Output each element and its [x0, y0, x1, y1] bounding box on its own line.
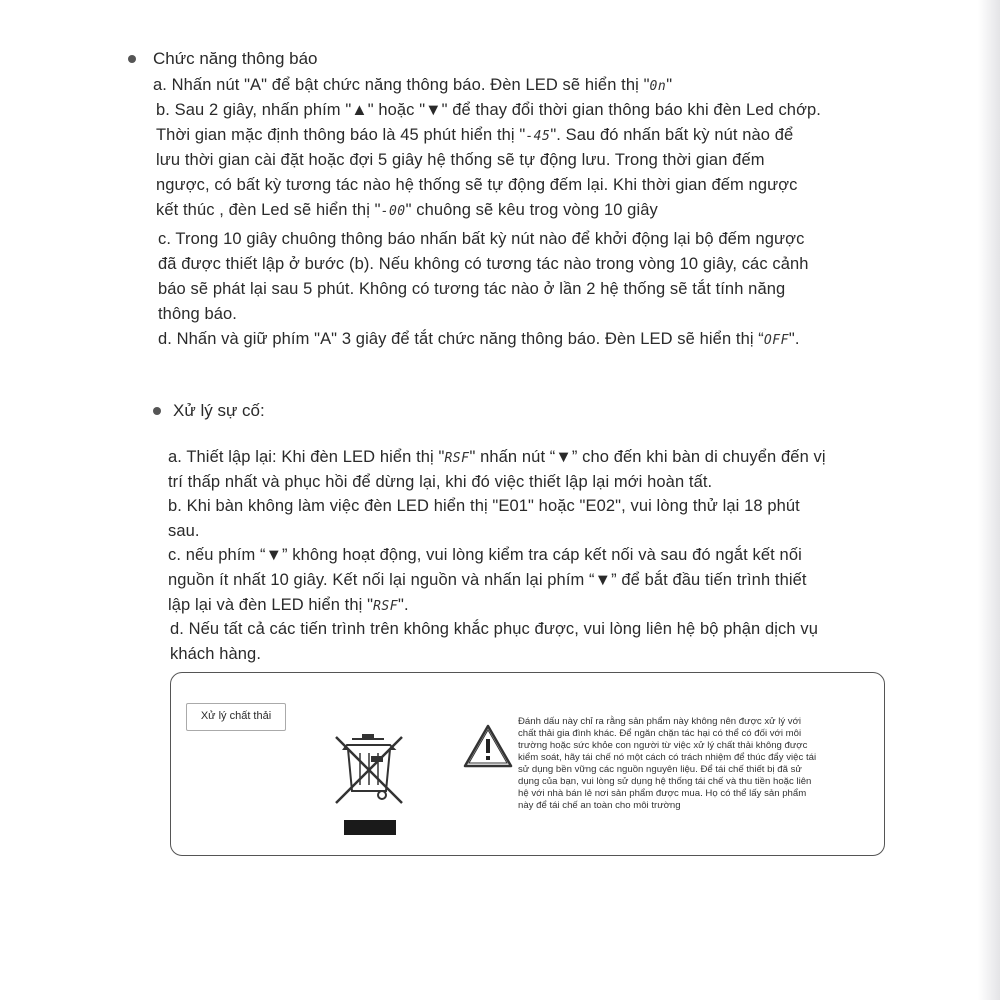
notify-line-c1: c. Trong 10 giây chuông thông báo nhấn bất kỳ nút nào để khởi động lại bộ đếm ngược [158, 230, 805, 248]
waste-notice-line: Đánh dấu này chỉ ra rằng sản phẩm này không nên được xử lý với [518, 716, 802, 727]
waste-notice-line: hệ với nhà bán lẻ nơi sản phẩm được mua. Họ có thể lấy sản phẩm [518, 788, 807, 799]
trouble-line-b1: b. Khi bàn không làm việc đèn LED hiển thị "E01" hoặc "E02", vui lòng thử lại 18 phút [168, 497, 800, 515]
notify-line-b2: Thời gian mặc định thông báo là 45 phút hiển thị "-45". Sau đó nhấn bất kỳ nút nào để [156, 126, 794, 144]
bullet-icon [128, 55, 136, 63]
trouble-line-d1: d. Nếu tất cả các tiến trình trên không khắc phục được, vui lòng liên hệ bộ phận dịch vụ [170, 620, 818, 638]
notify-line-d: d. Nhấn và giữ phím "A" 3 giây để tắt chức năng thông báo. Đèn LED sẽ hiển thị “OFF". [158, 330, 800, 348]
led-display-text: -45 [525, 129, 551, 144]
waste-notice-line: sử dụng bền vững các nguồn nguyên liệu. Để tái chế thiết bị đã sử [518, 764, 802, 775]
waste-notice-line: trường hoặc sức khỏe con người từ việc xử lý chất thải không được [518, 740, 808, 751]
trouble-line-a1: a. Thiết lập lại: Khi đèn LED hiển thị "RSF" nhấn nút “▼” cho đến khi bàn di chuyển đến vị [168, 448, 826, 466]
notify-line-c3: báo sẽ phát lại sau 5 phút. Không có tương tác nào ở lần 2 hệ thống sẽ tắt tính năng [158, 280, 786, 298]
trouble-line-a2: trí thấp nhất và phục hồi để dừng lại, khi đó việc thiết lập lại mới hoàn tất. [168, 473, 713, 491]
waste-notice-line: này để tái chế an toàn cho môi trường [518, 800, 681, 811]
notify-line-b3: lưu thời gian cài đặt hoặc đợi 5 giây hệ thống sẽ tự động lưu. Trong thời gian đếm [156, 151, 765, 169]
section-title-notification: Chức năng thông báo [153, 49, 318, 68]
notify-line-b4: ngược, có bất kỳ tương tác nào hệ thống sẽ tự động đếm lại. Khi thời gian đếm ngược [156, 176, 798, 194]
warning-triangle-icon [463, 724, 513, 768]
notify-line-b1: b. Sau 2 giây, nhấn phím "▲" hoặc "▼" để thay đổi thời gian thông báo khi đèn Led chớp. [156, 101, 821, 119]
waste-notice-line: chất thải gia đình khác. Để ngăn chặn tác hại có thể có đối với môi [518, 728, 802, 739]
waste-notice-line: dụng của bạn, vui lòng sử dụng hệ thống tái chế và thu tiền hoặc liên [518, 776, 812, 787]
bullet-icon [153, 407, 161, 415]
trouble-line-c2: nguồn ít nhất 10 giây. Kết nối lại nguồn và nhấn lại phím “▼” để bắt đầu tiến trình thiết [168, 571, 807, 589]
trouble-line-b2: sau. [168, 522, 200, 540]
crossed-out-wheelie-bin-icon [332, 733, 406, 837]
trouble-line-d2: khách hàng. [170, 645, 262, 663]
notify-line-c4: thông báo. [158, 305, 237, 323]
led-display-text: 0n [649, 79, 667, 94]
led-display-text: RSF [373, 599, 399, 614]
waste-disposal-label: Xử lý chất thải [186, 703, 286, 731]
section-title-troubleshooting: Xử lý sự cố: [173, 401, 265, 420]
led-display-text: OFF [763, 333, 789, 348]
waste-notice-line: kiểm soát, hãy tái chế nó một cách có trách nhiệm để thúc đẩy việc tái [518, 752, 817, 763]
notify-line-b5: kết thúc , đèn Led sẽ hiển thị "-00" chuông sẽ kêu trog vòng 10 giây [156, 201, 658, 219]
page-edge-shadow [978, 0, 1000, 1000]
trouble-line-c1: c. nếu phím “▼” không hoạt động, vui lòng kiểm tra cáp kết nối và sau đó ngắt kết nối [168, 546, 802, 564]
notify-line-a: a. Nhấn nút "A" để bật chức năng thông báo. Đèn LED sẽ hiển thị "0n" [153, 76, 673, 94]
notify-line-c2: đã được thiết lập ở bước (b). Nếu không có tương tác nào trong vòng 10 giây, các cảnh [158, 255, 809, 273]
trouble-line-c3: lập lại và đèn LED hiển thị "RSF". [168, 596, 409, 614]
led-display-text: RSF [444, 451, 470, 466]
led-display-text: -00 [380, 204, 406, 219]
